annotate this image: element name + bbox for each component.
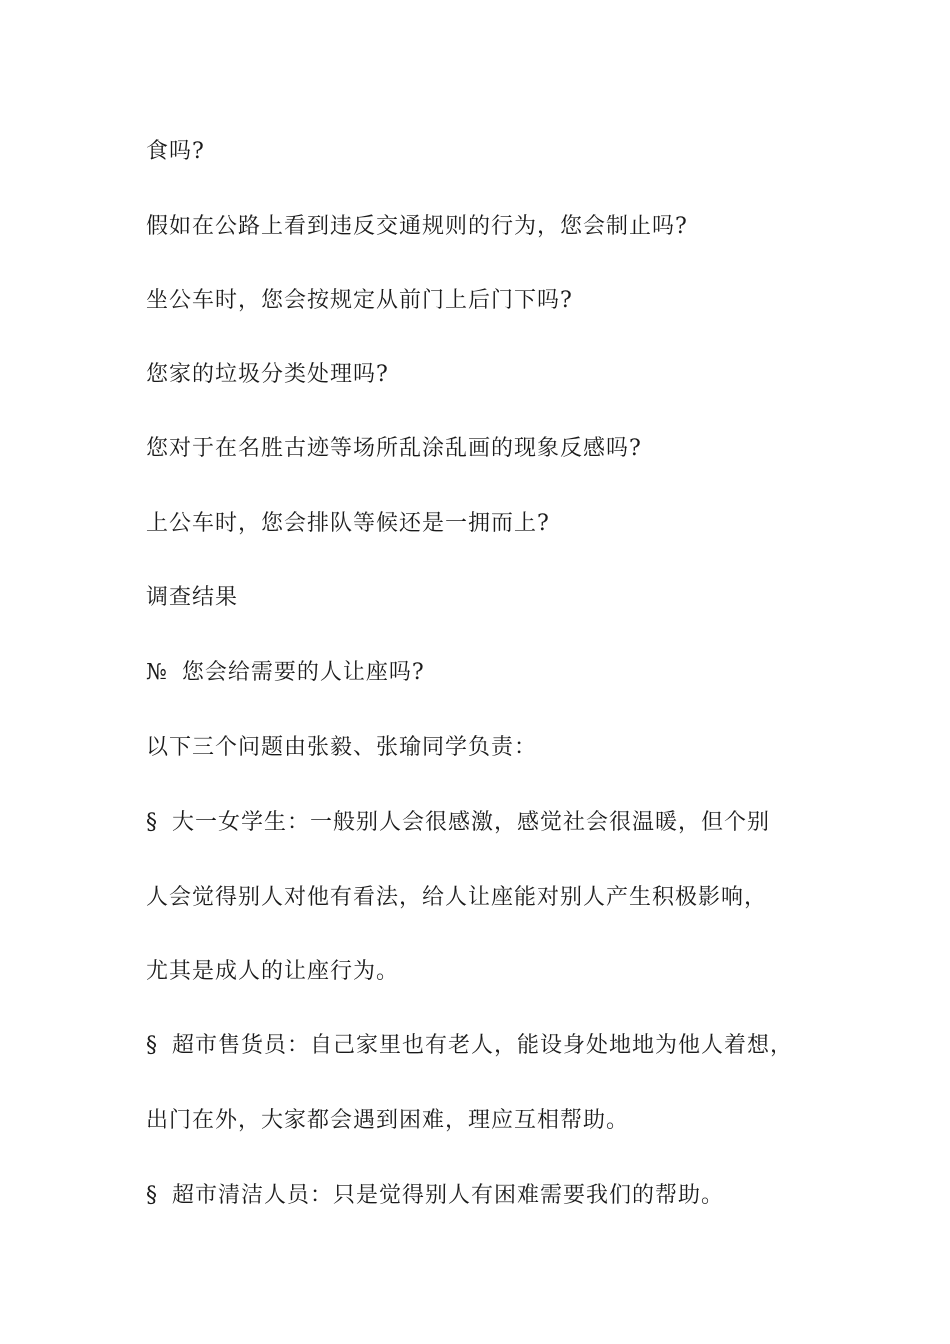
text-line: 尤其是成人的让座行为。 [146,959,400,984]
section-marker: § [146,1183,158,1208]
text-line: 坐公车时，您会按规定从前门上后门下吗? [146,288,573,313]
bullet-item [146,1031,793,1061]
text-line: 出门在外，大家都会遇到困难，理应互相帮助。 [146,1108,630,1133]
question-text: 您会给需要的人让座吗? [181,660,425,685]
bullet-text: 超市售货员：自己家里也有老人，能设身处地地为他人着想， [172,1033,794,1058]
bullet-text: 超市清洁人员：只是觉得别人有困难需要我们的帮助。 [172,1183,725,1208]
bullet-item [146,1181,724,1211]
text-line: 您家的垃圾分类处理吗? [146,362,389,387]
text-line: 食吗? [146,139,205,164]
text-line: 以下三个问题由张毅、张瑜同学负责： [146,735,538,760]
text-line: 假如在公路上看到违反交通规则的行为，您会制止吗? [146,214,688,239]
section-marker: § [146,810,158,835]
section-heading: 调查结果 [146,585,239,610]
numero-marker: № [146,660,168,685]
text-line: 您对于在名胜古迹等场所乱涂乱画的现象反感吗? [146,436,642,461]
numbered-question [146,658,425,688]
text-line: 上公车时，您会排队等候还是一拥而上? [146,511,550,536]
section-marker: § [146,1033,158,1058]
bullet-text: 大一女学生：一般别人会很感激，感觉社会很温暖，但个别 [172,810,771,835]
text-line: 人会觉得别人对他有看法，给人让座能对别人产生积极影响， [146,885,768,910]
bullet-item [146,808,770,838]
